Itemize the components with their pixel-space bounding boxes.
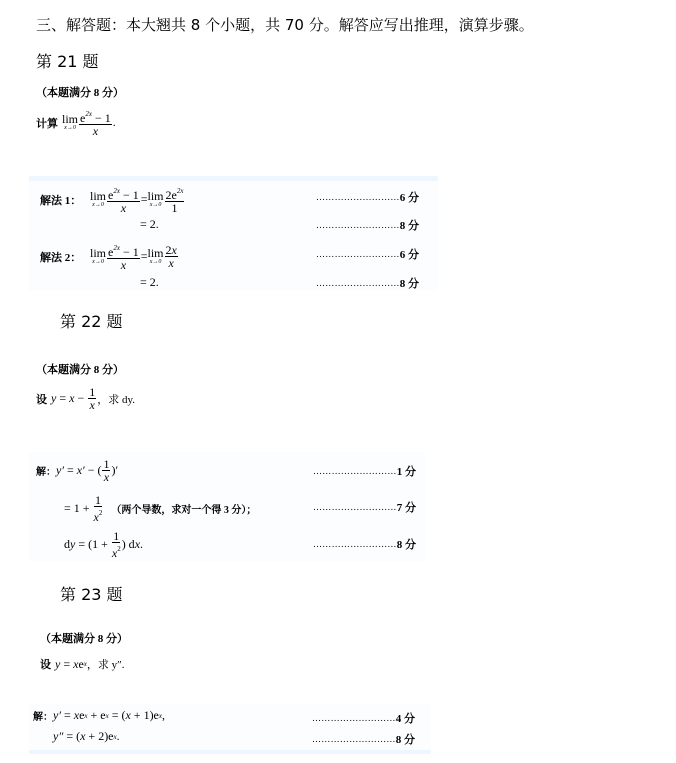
method2-label: 解法 2： — [40, 251, 82, 264]
q21-score-4: ……………………… 8 分 — [316, 278, 419, 290]
limit-operator: lim x→0 — [62, 112, 79, 131]
method1-label: 解法 1： — [40, 194, 82, 207]
q21-method1-line2: = 2. — [140, 217, 159, 231]
q21-method2-line2: = 2. — [140, 275, 159, 289]
q21-score-1: ……………………… 6 分 — [316, 192, 419, 204]
question-23-title: 第 23 题 — [60, 585, 123, 604]
q22-line3: d y = (1 + $\frac{1}{x^2}$ ) d x . — [64, 529, 144, 560]
q23-score-1: ……………………… 4 分 — [312, 713, 415, 725]
q21-method1-line1: 解法 1： lim x→0 $\frac{e^{2x} - 1}{x}$ = lim x→0 $\frac{2e^{2x}}{1}$ — [40, 187, 184, 215]
q21-score-2: ……………………… 8 分 — [316, 220, 419, 232]
question-23-prompt: 设 y = x e x ，求 y″. — [40, 656, 125, 671]
fraction: $\frac{e^{2x} - 1}{x}$ — [80, 110, 111, 138]
question-22-full-score: （本题满分 8 分） — [36, 364, 124, 376]
question-21-title: 第 21 题 — [36, 52, 99, 71]
partial-credit-note: （两个导数，求对一个得 3 分）； — [111, 505, 257, 516]
q23-score-2: ……………………… 8 分 — [312, 734, 415, 746]
question-22-title: 第 22 题 — [60, 312, 123, 331]
q22-line2: = 1 + $\frac{1}{x^2}$ （两个导数，求对一个得 3 分）； — [64, 493, 257, 524]
q21-score-3: ……………………… 6 分 — [316, 249, 419, 261]
q22-score-2: ……………………… 7 分 — [313, 502, 416, 514]
question-22-prompt: 设 y = x − $\frac{1}{x}$ ，求 dy. — [36, 385, 136, 412]
panel-bottom-edge — [29, 750, 431, 754]
section-intro: 三、解答题：本大翘共 8 个小题，共 70 分。解答应写出推理，演算步骤。 — [36, 16, 534, 34]
question-21-full-score: （本题满分 8 分） — [36, 87, 124, 99]
q23-line2: y″ = ( x + 2)e x . — [53, 729, 120, 743]
q22-score-3: ……………………… 8 分 — [313, 539, 416, 551]
q21-method2-line1: 解法 2： lim x→0 $\frac{e^{2x} - 1}{x}$ = lim x→0 $\frac{2x}{x}$ — [40, 243, 177, 272]
q22-score-1: ……………………… 1 分 — [313, 466, 416, 478]
question-21-prompt: 计算 lim x→0 $\frac{e^{2x} - 1}{x}$ . — [36, 110, 116, 138]
prompt-prefix: 计算 — [36, 117, 58, 130]
q23-line1: 解： y′ = x e x + e x = ( x + 1)e x , — [33, 708, 165, 723]
q22-line1: 解： y′ = x′ − ( $\frac{1}{x}$ )′ — [36, 457, 119, 484]
question-23-full-score: （本题满分 8 分） — [40, 633, 128, 645]
